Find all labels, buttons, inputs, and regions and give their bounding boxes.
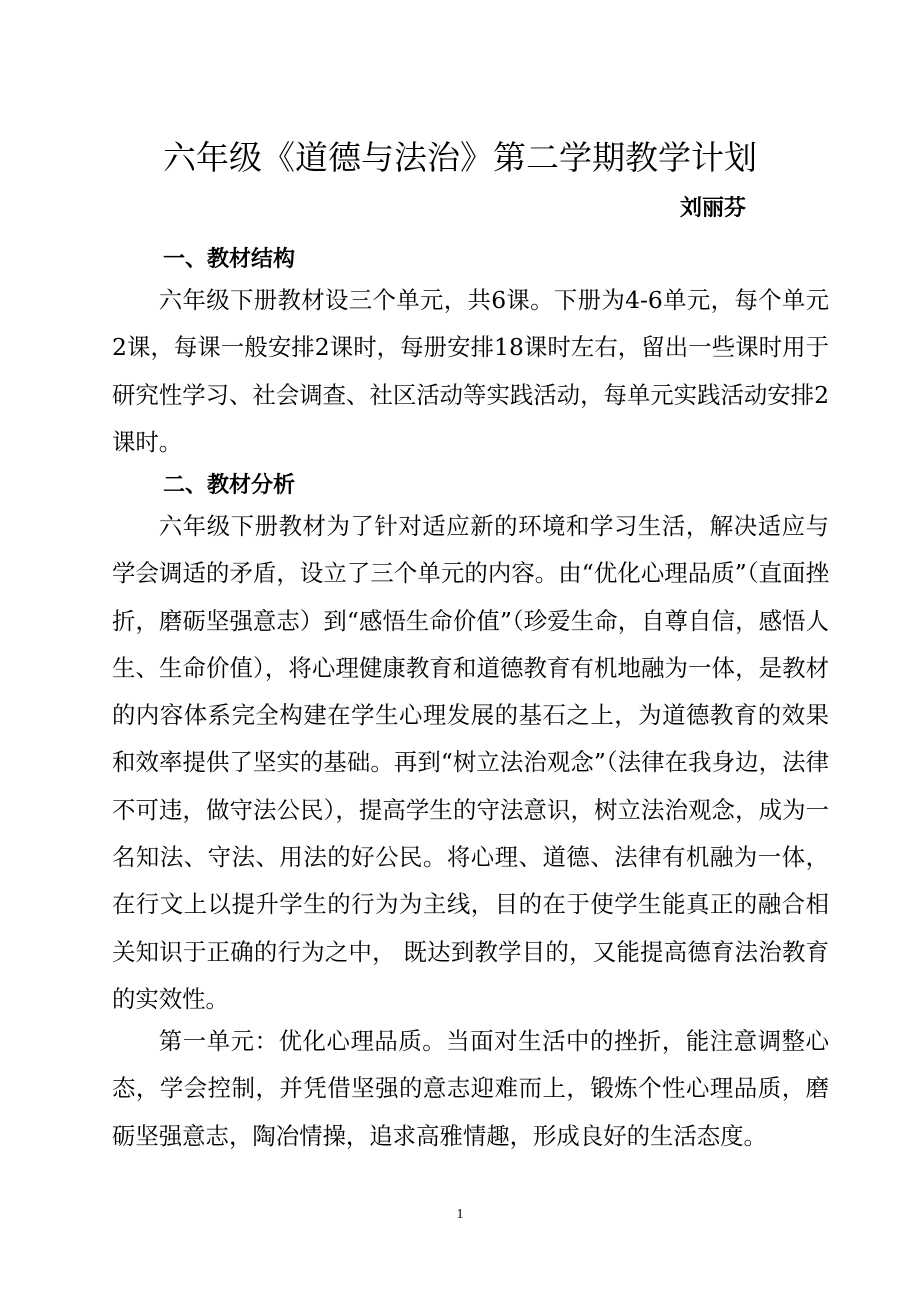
- page-title: 六年级《道德与法治》第二学期教学计划: [163, 138, 757, 177]
- section-heading-analysis: 二、教材分析: [163, 473, 296, 498]
- author-name: 刘丽芬: [680, 196, 747, 221]
- section-heading-structure: 一、教材结构: [163, 247, 296, 272]
- paragraph-unit-one: 第一单元：优化心理品质。当面对生活中的挫折，能注意调整心态，学会控制，并凭借坚强的意志迎难而上，锻炼个性心理品质，磨砺坚强意志，陶冶情操，追求高雅情趣，形成良好的生活态度。: [112, 1027, 829, 1150]
- paragraph-structure: 六年级下册教材设三个单元，共6课。下册为4-6单元，每个单元2课，每课一般安排2课时，每册安排18课时左右，留出一些课时用于研究性学习、社会调查、社区活动等实践活动，每单元实践活动安排2课时。: [112, 286, 829, 456]
- page-number: 1: [456, 1207, 464, 1222]
- paragraph-analysis: 六年级下册教材为了针对适应新的环境和学习生活，解决适应与学会调适的矛盾，设立了三个单元的内容。由“优化心理品质”（直面挫折，磨砺坚强意志）到“感悟生命价值”（珍爱生命，自尊自信，感悟人生、生命价值），将心理健康教育和道德教育有机地融为一体，是教材的内容体系完全构建在学生心理发展的基石之上，为道德教育的效果和效率提供了坚实的基础。再到“树立法治观念”（法律在我身边，法律不可违，做守法公民），提高学生的守法意识，树立法治观念，成为一名知法、守法、用法的好公民。将心理、道德、法律有机融为一体，在行文上以提升学生的行为为主线，目的在于使学生能真正的融合相关知识于正确的行为之中， 既达到教学目的，又能提高德育法治教育的实效性。: [112, 512, 829, 1013]
